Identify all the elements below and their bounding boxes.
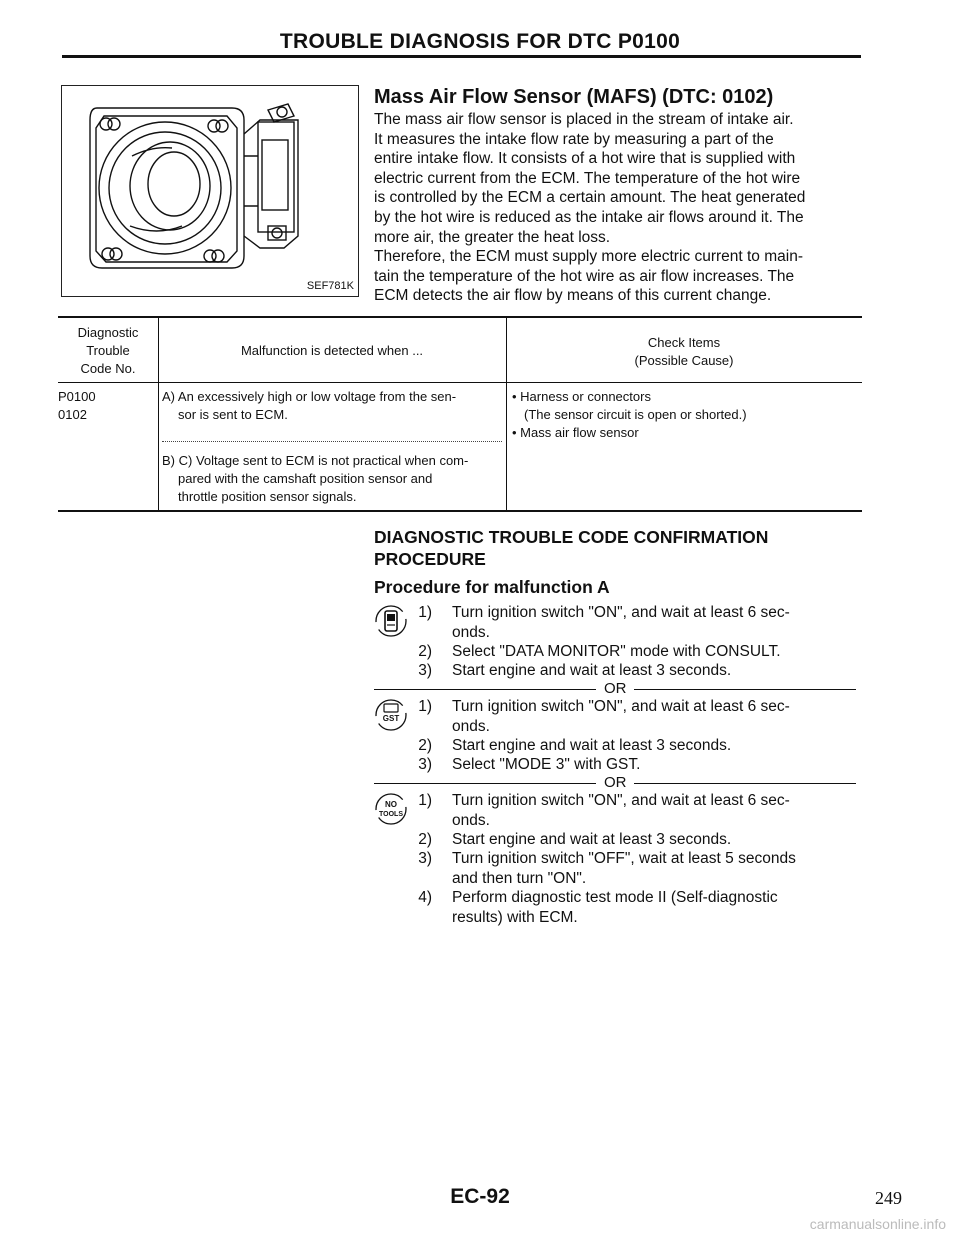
malfunction-a: A) An excessively high or low voltage from the sen- sor is sent to ECM. [162,389,457,422]
mass-air-flow-sensor-illustration [62,86,358,296]
step-number: 2) [418,643,432,660]
table-header-code: Diagnostic Trouble Code No. [77,325,139,376]
intro-line: more air, the greater the heat loss. [374,228,611,246]
figure-code: SEF781K [306,280,354,292]
step-text: Turn ignition switch "ON", and wait at least 6 sec- onds. [452,792,790,829]
step-number: 2) [418,831,432,848]
page-header-title: TROUBLE DIAGNOSIS FOR DTC P0100 [279,30,681,53]
page-code: EC-92 [450,1185,510,1208]
no-tools-icon [374,792,408,831]
step-number: 1) [418,604,432,621]
diagnostic-table [58,316,862,512]
or-divider-line [634,689,856,690]
step-text: Start engine and wait at least 3 seconds. [452,662,732,679]
step-text: Turn ignition switch "OFF", wait at least 5 seconds and then turn "ON". [452,850,796,887]
check-items: • Harness or connectors (The sensor circuit is open or shorted.) • Mass air flow sensor [512,389,747,440]
dotted-separator [162,441,502,442]
step-text: Turn ignition switch "ON", and wait at least 6 sec- onds. [452,698,790,735]
intro-line: Therefore, the ECM must supply more electric current to main- [374,248,803,266]
table-top-rule [58,316,862,318]
step-number: 1) [418,792,432,809]
watermark: carmanualsonline.info [809,1216,946,1232]
intro-line: entire intake flow. It consists of a hot wire that is supplied with [374,150,796,168]
step-text: Select "DATA MONITOR" mode with CONSULT. [452,643,781,660]
or-divider-line [374,783,596,784]
section-title: Mass Air Flow Sensor (MAFS) (DTC: 0102) [374,86,774,108]
svg-text:TOOLS: TOOLS [379,811,403,818]
step-text: Perform diagnostic test mode II (Self-diagnostic results) with ECM. [452,889,778,926]
gst-icon [374,698,408,737]
section-intro [374,110,864,306]
sensor-figure [61,85,359,297]
step-number: 2) [418,737,432,754]
or-divider-label: OR [604,680,627,697]
or-divider-line [374,689,596,690]
or-divider-label: OR [604,774,627,791]
table-header-malfunction: Malfunction is detected when ... [240,343,424,358]
step-text: Start engine and wait at least 3 seconds. [452,831,732,848]
intro-line: by the hot wire is reduced as the intake air flows around it. The [374,208,804,226]
step-number: 3) [418,850,432,867]
intro-line: The mass air flow sensor is placed in the stream of intake air. [374,111,794,128]
or-divider-line [634,783,856,784]
page-number: 249 [875,1188,902,1208]
intro-line: electric current from the ECM. The temperature of the hot wire [374,169,801,187]
step-text: Start engine and wait at least 3 seconds. [452,737,732,754]
header-rule [62,55,861,58]
consult-icon [374,604,408,643]
svg-text:NO: NO [385,800,397,809]
step-text: Select "MODE 3" with GST. [452,756,641,773]
intro-line: ECM detects the air flow by means of this current change. [374,287,772,305]
procedure-subtitle: Procedure for malfunction A [374,577,610,597]
table-header-check-items: Check Items (Possible Cause) [634,335,734,368]
malfunction-b: B) C) Voltage sent to ECM is not practical when com- pared with the camshaft position sensor and throttle position sensor signals. [162,453,469,504]
intro-line: tain the temperature of the hot wire as air flow increases. The [374,267,795,285]
table-bottom-rule [58,510,862,512]
table-header-rule [58,382,862,383]
step-number: 3) [418,662,432,679]
table-codes: P0100 0102 [58,389,96,422]
intro-line: is controlled by the ECM a certain amount. The heat generated [374,189,806,207]
step-number: 1) [418,698,432,715]
step-number: 4) [418,889,432,906]
procedure-title: DIAGNOSTIC TROUBLE CODE CONFIRMATION PROCEDURE [374,527,769,569]
intro-line: It measures the intake flow rate by measuring a part of the [374,130,774,148]
svg-text:GST: GST [382,714,400,723]
step-text: Turn ignition switch "ON", and wait at least 6 sec- onds. [452,604,790,641]
step-number: 3) [418,756,432,773]
